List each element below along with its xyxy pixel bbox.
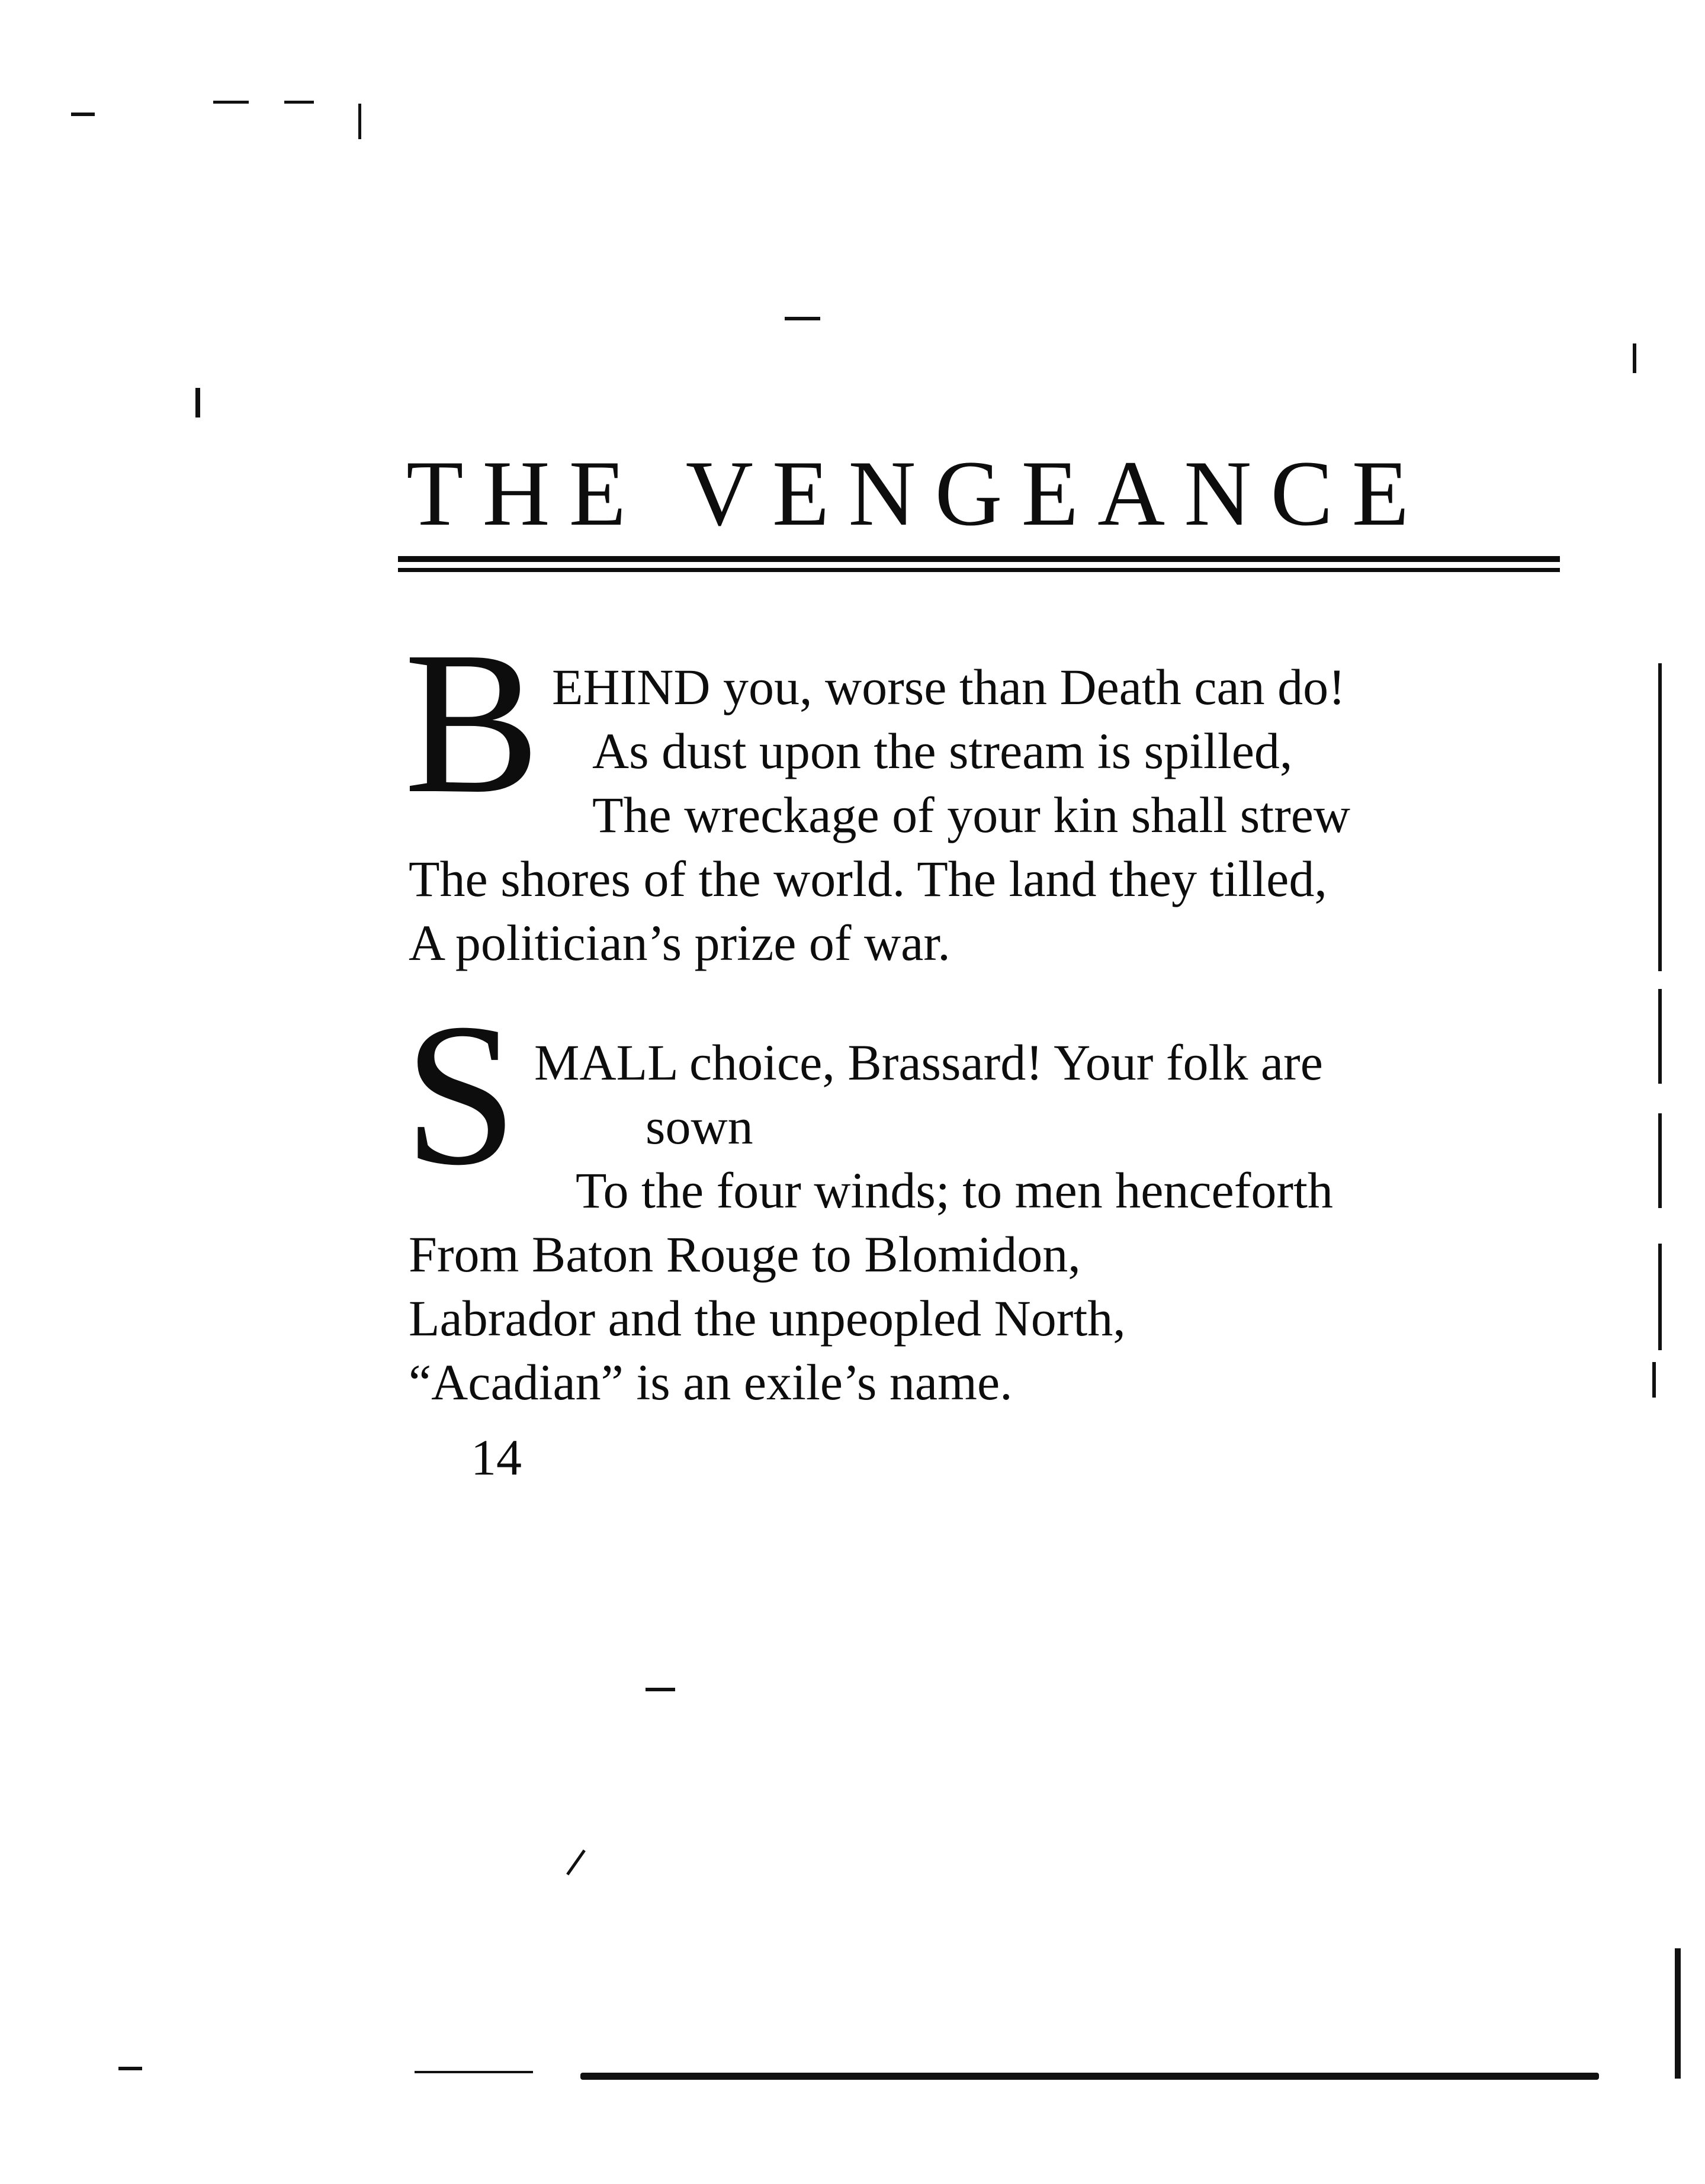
scan-speck (646, 1688, 675, 1691)
scan-edge-line (1658, 989, 1662, 1084)
title-rule-top (398, 556, 1560, 562)
verse-line: To the four winds; to men henceforth (576, 1162, 1333, 1219)
scan-speck (1633, 343, 1636, 373)
scan-edge-line (1658, 1113, 1662, 1208)
scan-edge-line (1658, 1244, 1662, 1350)
verse-line: A politician’s prize of war. (409, 914, 951, 971)
scan-speck (358, 104, 361, 139)
verse-line: Labrador and the unpeopled North, (409, 1290, 1126, 1347)
page-number: 14 (471, 1429, 522, 1486)
stanza-2 (404, 981, 1333, 1414)
scan-speck (284, 101, 314, 104)
drop-cap-b: B (404, 609, 541, 836)
title-rule-bottom (398, 568, 1560, 572)
scan-edge-line (1658, 663, 1662, 971)
scan-speck (213, 101, 249, 104)
scan-edge-line (1652, 1362, 1656, 1398)
poem-title: THE VENGEANCE (406, 442, 1428, 545)
verse-line: As dust upon the stream is spilled, (592, 722, 1293, 779)
verse-line: “Acadian” is an exile’s name. (409, 1354, 1013, 1411)
scan-bottom-line (580, 2073, 1599, 2080)
verse-line: sown (646, 1098, 753, 1155)
scan-speck (415, 2071, 533, 2073)
verse-line: The shores of the world. The land they tilled, (409, 850, 1327, 907)
scan-speck (785, 317, 820, 320)
verse-line: EHIND you, worse than Death can do! (552, 659, 1346, 715)
stanza-1 (404, 609, 1351, 975)
verse-line: The wreckage of your kin shall strew (592, 786, 1351, 843)
scan-speck (71, 113, 95, 116)
scan-speck (566, 1849, 586, 1875)
verse-line: MALL choice, Brassard! Your folk are (534, 1034, 1323, 1091)
verse-line: From Baton Rouge to Blomidon, (409, 1226, 1081, 1283)
scan-speck (118, 2067, 142, 2070)
drop-cap-s: S (404, 981, 518, 1207)
scan-speck (195, 388, 200, 417)
scan-edge-line (1675, 1948, 1681, 2079)
